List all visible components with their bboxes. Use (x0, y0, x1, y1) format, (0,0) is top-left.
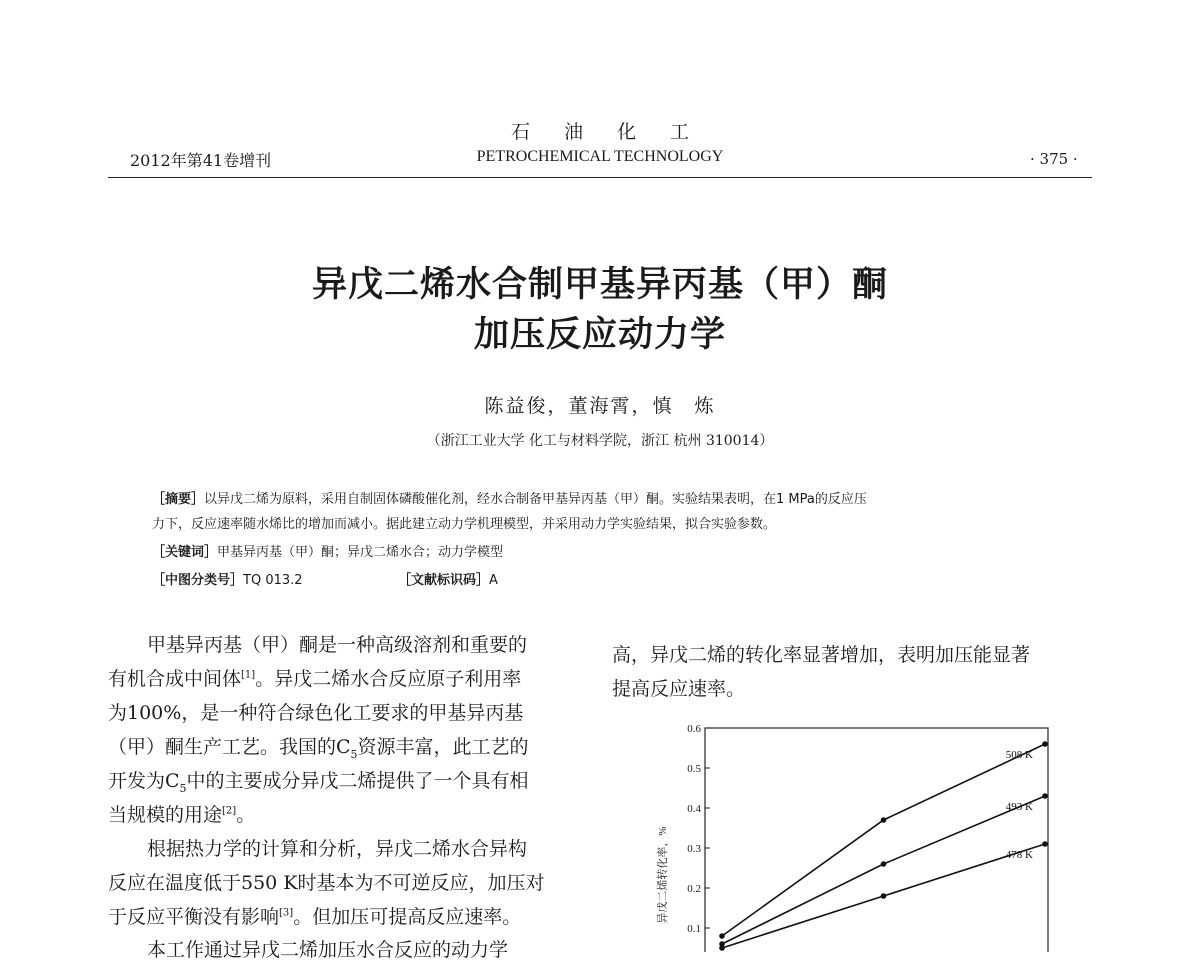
authors: 陈益俊，董海霄，慎 炼 (484, 395, 716, 417)
series-line-0 (722, 744, 1045, 936)
series-label: 508 K (1005, 749, 1033, 761)
body-left-line10: 本工作通过异戊二烯加压水合反应的动力学 (147, 939, 509, 961)
body-left-line8: 反应在温度低于550 K时基本为不可逆反应，加压对 (108, 872, 545, 894)
text-fragment: 有机合成中间体 (108, 668, 242, 690)
body-left-line3: 为100%，是一种符合绿色化工要求的甲基异丙基 (108, 702, 524, 724)
abstract-line1: 以异戊二烯为原料，采用自制固体磷酸催化剂，经水合制备甲基异丙基（甲）酮。实验结果表明，在1 MPa的反应压 (204, 492, 867, 507)
data-point (1042, 793, 1048, 799)
series-label: 493 K (1005, 801, 1033, 813)
text-fragment: 开发为C (108, 770, 180, 792)
text-fragment: 中的主要成分异戊二烯提供了一个具有相 (186, 770, 529, 792)
document-code-label: ［文献标识码］ (398, 573, 490, 588)
journal-title-en: PETROCHEMICAL TECHNOLOGY (476, 148, 724, 165)
abstract (152, 490, 1092, 510)
y-tick-label: 0.3 (687, 843, 701, 855)
affiliation: （浙江工业大学 化工与材料学院，浙江 杭州 310014） (426, 433, 774, 449)
keywords-text: 甲基异丙基（甲）酮；异戊二烯水合；动力学模型 (217, 545, 504, 560)
keywords-label: ［关键词］ (152, 545, 218, 560)
y-tick-label: 0.2 (687, 883, 701, 895)
text-fragment: （甲）酮生产工艺。我国的C (108, 736, 351, 758)
y-tick-label: 0.6 (687, 723, 701, 735)
abstract-line2: 力下，反应速率随水烯比的增加而减小。据此建立动力学机理模型，并采用动力学实验结果，拟合实验参数。 (152, 517, 777, 532)
classification (152, 571, 303, 591)
body-left-line1: 甲基异丙基（甲）酮是一种高级溶剂和重要的 (147, 634, 528, 656)
y-tick-label: 0.1 (687, 923, 701, 935)
text-fragment: 。但加压可提高反应速率。 (293, 906, 522, 928)
series-label: 478 K (1005, 849, 1033, 861)
text-fragment: 当规模的用途 (108, 804, 223, 826)
text-fragment: 资源丰富，此工艺的 (357, 736, 529, 758)
y-tick-label: 0.5 (687, 763, 701, 775)
citation-1: [1] (241, 669, 256, 681)
citation-3: [3] (279, 907, 294, 919)
body-left-line2 (108, 664, 521, 691)
body-right-line1: 高，异戊二烯的转化率显著增加，表明加压能显著 (612, 644, 1031, 666)
issue-info: 2012年第41卷增刊 (130, 151, 272, 170)
body-left-line4 (108, 732, 529, 761)
data-point (719, 933, 725, 939)
body-left-line6 (108, 800, 255, 827)
body-left-line7: 根据热力学的计算和分析，异戊二烯水合异构 (147, 838, 528, 860)
journal-title-cn: 石油化工 (510, 121, 723, 143)
keywords (152, 543, 503, 563)
data-point (881, 861, 887, 867)
page-number: · 375 · (1030, 150, 1078, 168)
header-rule (108, 177, 1092, 178)
body-right-line2: 提高反应速率。 (612, 678, 746, 700)
plot-frame (705, 728, 1048, 952)
classification-label: ［中图分类号］ (152, 573, 244, 588)
abstract-label: ［摘要］ (152, 492, 205, 507)
text-fragment: 于反应平衡没有影响 (108, 906, 280, 928)
document-code-text: A (489, 573, 498, 588)
conversion-chart (650, 715, 1070, 952)
data-point (1042, 741, 1048, 747)
citation-2: [2] (222, 805, 237, 817)
data-point (881, 893, 887, 899)
data-point (719, 945, 725, 951)
paper-title-line1: 异戊二烯水合制甲基异丙基（甲）酮 (311, 265, 888, 305)
data-point (1042, 841, 1048, 847)
classification-text: TQ 013.2 (243, 573, 303, 588)
body-left-line5 (108, 766, 529, 795)
document-code (398, 571, 498, 591)
y-axis-label: 异戊二烯转化率，% (657, 826, 669, 924)
paper-title-line2: 加压反应动力学 (473, 315, 726, 355)
subscript: 5 (350, 747, 358, 761)
data-point (881, 817, 887, 823)
subscript: 5 (179, 781, 187, 795)
text-fragment: 。 (236, 804, 256, 826)
y-tick-label: 0.4 (687, 803, 701, 815)
body-left-line9 (108, 902, 521, 929)
text-fragment: 。异戊二烯水合反应原子利用率 (255, 668, 522, 690)
